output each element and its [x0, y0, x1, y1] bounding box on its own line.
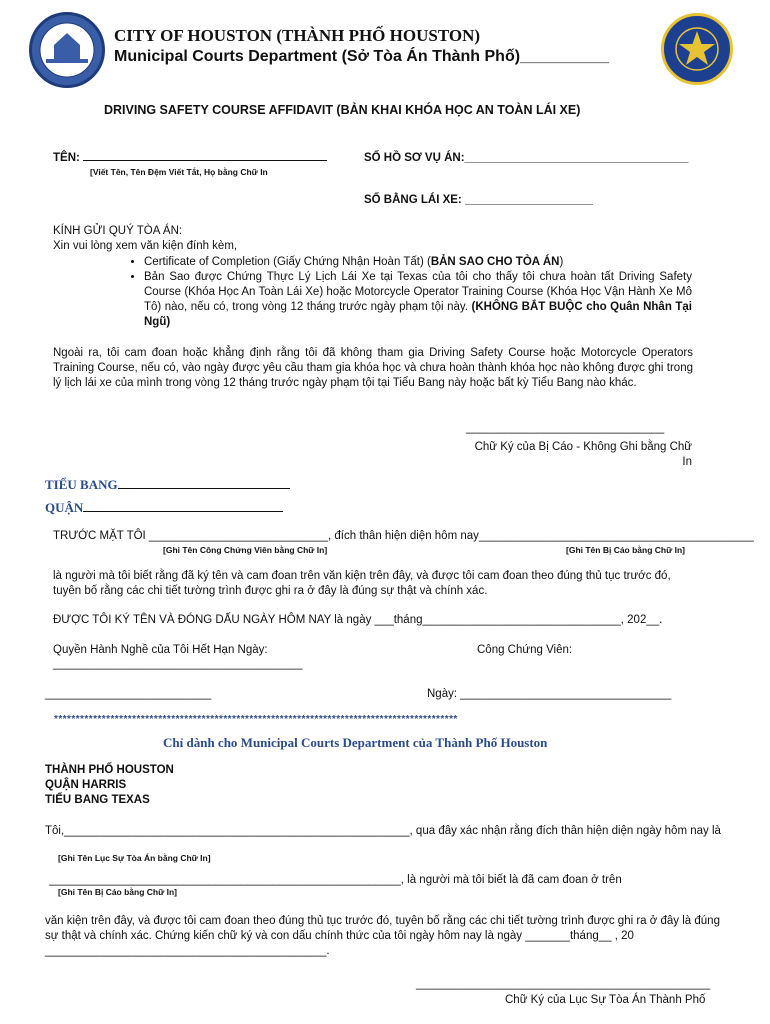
clerk-name-hint: [Ghi Tên Lục Sự Tòa Án bằng Chữ In] — [58, 853, 211, 863]
name-field[interactable] — [53, 152, 327, 164]
header-dept: Municipal Courts Department (Sở Tòa Án Thành Phố)__________ — [114, 48, 610, 65]
commission-line[interactable]: _______________________________________ — [53, 658, 303, 670]
notary-statement: là người mà tôi biết rằng đã ký tên và cam đoan trên văn kiện trên đây, và được tôi cam đoan theo đúng thủ tục trước đó, tuyên bố rằng các chi tiết tường trình được ghi ra ở đây là đúng sự thật và chính xác. — [53, 570, 671, 597]
clerk-state: TIỂU BANG TEXAS — [45, 794, 150, 806]
affirmation-paragraph: Ngoài ra, tôi cam đoan hoặc khẳng định rằng tôi đã không tham gia Driving Safety Course hoặc Motorcycle Operators Training Course, nếu có, vào ngày được yêu cầu tham gia khóa học và chưa hoàn thành khóa học nào không được ghi trong lý lịch lái xe của mình trong vòng 12 tháng trước ngày phạm tội tại Tiểu Bang này hoặc bất kỳ Tiểu Bang nào khác. — [53, 347, 693, 389]
notary-date-field[interactable]: Ngày: _________________________________ — [427, 688, 672, 700]
clerk-signature-label: Chữ Ký của Lục Sự Tòa Án Thành Phố — [505, 994, 706, 1006]
page-title: DRIVING SAFETY COURSE AFFIDAVIT (BẢN KHAI KHÓA HỌC AN TOÀN LÁI XE) — [104, 103, 581, 117]
list-item: • Bản Sao được Chứng Thực Lý Lịch Lái Xe tại Texas của tôi cho thấy tôi chưa hoàn tất Driving Safety Course (Khóa Học An Toàn Lái Xe) hoặc Motorcycle Operator Training Course (Khóa Học Vận Hành Xe Mô Tô) nào, nếu có, trong vòng 12 tháng trước ngày phạm tội này. (KHÔNG BẮT BUỘC cho Quân Nhân Tại Ngũ) — [144, 270, 692, 330]
county-label: QUẬN — [45, 500, 283, 516]
greeting: KÍNH GỬI QUÝ TÒA ÁN: — [53, 225, 183, 237]
clerk-defendant-hint: [Ghi Tên Bị Cáo bằng Chữ In] — [58, 887, 178, 897]
notary-label: Công Chứng Viên: — [477, 644, 573, 656]
license-number-field[interactable]: SỐ BẰNG LÁI XE: ____________________ — [364, 194, 593, 206]
list-item: • Certificate of Completion (Giấy Chứng Nhận Hoàn Tất) (BẢN SAO CHO TÒA ÁN) — [144, 255, 692, 270]
name-label: TÊN: — [53, 152, 80, 164]
notary-name-hint: [Ghi Tên Công Chứng Viên bằng Chữ In] — [163, 545, 328, 555]
defendant-name-hint: [Ghi Tên Bị Cáo bằng Chữ In] — [566, 545, 686, 555]
name-input-line[interactable] — [83, 160, 327, 161]
name-hint: [Viết Tên, Tên Đệm Viết Tắt, Họ bằng Chữ In — [90, 167, 268, 177]
city-seal-left — [29, 12, 105, 88]
signed-sealed-line[interactable]: ĐƯỢC TÔI KÝ TÊN VÀ ĐÓNG DẤU NGÀY HÔM NAY là ngày ___tháng_______________________________, 202__. — [53, 614, 663, 626]
clerk-county: QUẬN HARRIS — [45, 779, 127, 791]
defendant-signature-line[interactable]: _______________________________ — [466, 422, 665, 434]
clerk-signature-line[interactable]: ______________________________________________ — [416, 978, 711, 990]
notary-signature-line[interactable]: __________________________ — [45, 688, 212, 700]
defendant-signature-label: Chữ Ký của Bị Cáo - Không Ghi bằng Chữ In — [474, 441, 692, 468]
commission-label: Quyền Hành Nghề của Tôi Hết Hạn Ngày: — [53, 644, 268, 656]
header-city: CITY OF HOUSTON (THÀNH PHỐ HOUSTON) — [114, 26, 481, 45]
intro: Xin vui lòng xem văn kiện đính kèm, — [53, 240, 238, 252]
court-seal-right — [661, 13, 733, 85]
clerk-defendant-line[interactable]: _______________________________________________________, là người mà tôi biết là đã cam đoan ở trên — [49, 874, 622, 886]
clerk-statement: văn kiện trên đây, và được tôi cam đoan theo đúng thủ tục trước đó, tuyên bố rằng các chi tiết tường trình được ghi ra ở đây là đúng sự thật và chính xác. Chứng kiến chữ ký và con dấu chính thức của tôi ngày hôm nay là ngày _______tháng__ , 20 ____________________________________________. — [45, 915, 720, 957]
clerk-city: THÀNH PHỐ HOUSTON — [45, 764, 174, 776]
state-label: TIỂU BANG — [45, 477, 290, 493]
before-me-line[interactable]: TRƯỚC MẶT TÔI ____________________________, đích thân hiện diện hôm nay___________________________________________ — [53, 530, 754, 542]
attachment-list — [126, 255, 692, 330]
clerk-heading: Chỉ dành cho Municipal Courts Department của Thành Phố Houston — [163, 735, 548, 750]
section-divider: ********************************************************************************************* — [54, 714, 458, 725]
case-number-field[interactable]: SỐ HỒ SƠ VỤ ÁN:___________________________________ — [364, 152, 689, 164]
clerk-certify-line[interactable]: Tôi,______________________________________________________, qua đây xác nhận rằng đích thân hiện diện ngày hôm nay là — [45, 825, 721, 837]
